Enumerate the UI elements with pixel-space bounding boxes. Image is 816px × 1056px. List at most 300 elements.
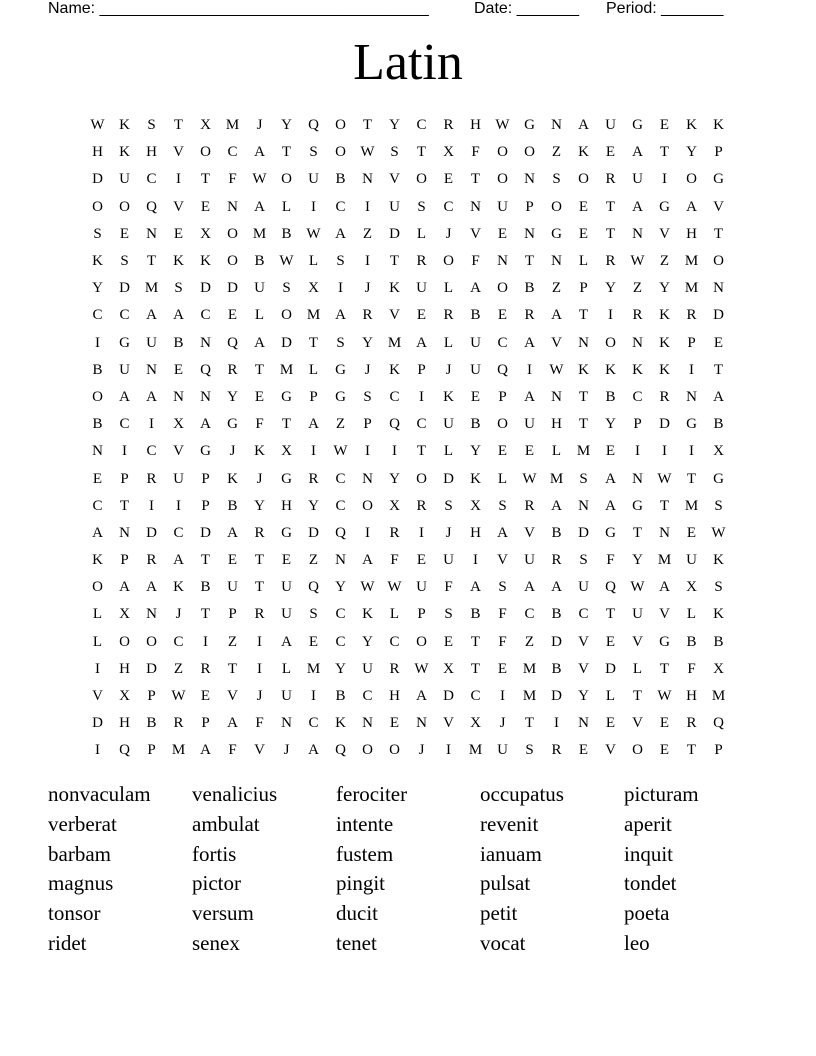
grid-letter: N bbox=[551, 388, 562, 405]
grid-letter: Y bbox=[470, 443, 481, 460]
grid-letter: J bbox=[364, 361, 371, 378]
grid-letter: P bbox=[201, 715, 210, 732]
grid-letter: X bbox=[119, 606, 130, 623]
grid-row bbox=[84, 737, 732, 764]
grid-letter: W bbox=[630, 579, 645, 596]
grid-letter: V bbox=[173, 144, 184, 161]
grid-letter: E bbox=[173, 225, 184, 242]
grid-letter: N bbox=[362, 715, 373, 732]
grid-letter: E bbox=[605, 715, 616, 732]
student-info-header bbox=[48, 0, 768, 20]
grid-letter: A bbox=[551, 497, 562, 514]
grid-letter: J bbox=[499, 715, 506, 732]
grid-letter: Z bbox=[362, 225, 373, 242]
grid-letter: E bbox=[416, 552, 427, 569]
grid-letter: A bbox=[632, 198, 643, 215]
grid-letter: Y bbox=[578, 688, 589, 705]
grid-letter: F bbox=[498, 606, 507, 623]
grid-letter: K bbox=[92, 253, 103, 270]
grid-letter: A bbox=[470, 280, 481, 297]
grid-letter: V bbox=[578, 633, 589, 650]
grid-letter: W bbox=[90, 117, 105, 134]
grid-letter: N bbox=[335, 552, 346, 569]
grid-letter: A bbox=[281, 633, 292, 650]
grid-letter: P bbox=[714, 742, 723, 759]
grid-letter: A bbox=[362, 552, 373, 569]
grid-letter: T bbox=[200, 606, 211, 623]
grid-letter: R bbox=[146, 552, 157, 569]
grid-letter: V bbox=[632, 633, 643, 650]
grid-letter: S bbox=[579, 552, 588, 569]
grid-letter: Q bbox=[497, 361, 508, 378]
grid-letter: S bbox=[147, 117, 156, 134]
grid-letter: O bbox=[605, 334, 616, 351]
grid-letter: T bbox=[578, 388, 589, 405]
grid-letter: R bbox=[416, 253, 427, 270]
grid-letter: Z bbox=[551, 280, 562, 297]
grid-letter: T bbox=[659, 497, 670, 514]
grid-letter: U bbox=[416, 280, 427, 297]
grid-letter: I bbox=[365, 198, 370, 215]
grid-letter: L bbox=[281, 660, 292, 677]
grid-letter: U bbox=[227, 579, 238, 596]
grid-letter: T bbox=[416, 144, 427, 161]
grid-letter: O bbox=[389, 742, 400, 759]
grid-letter: K bbox=[173, 253, 184, 270]
grid-letter: P bbox=[687, 334, 696, 351]
grid-letter: A bbox=[578, 117, 589, 134]
word-bank-item: magnus bbox=[48, 871, 114, 896]
grid-letter: D bbox=[389, 225, 400, 242]
grid-letter: W bbox=[306, 225, 321, 242]
grid-letter: W bbox=[657, 688, 672, 705]
grid-letter: P bbox=[498, 388, 507, 405]
grid-letter: N bbox=[713, 280, 724, 297]
grid-letter: R bbox=[227, 361, 238, 378]
grid-letter: O bbox=[362, 497, 373, 514]
grid-letter: D bbox=[551, 688, 562, 705]
grid-letter: A bbox=[308, 742, 319, 759]
grid-letter: K bbox=[200, 253, 211, 270]
grid-letter: U bbox=[389, 198, 400, 215]
grid-letter: B bbox=[551, 524, 562, 541]
grid-letter: A bbox=[497, 524, 508, 541]
grid-letter: P bbox=[633, 416, 642, 433]
grid-letter: B bbox=[551, 660, 562, 677]
grid-letter: Q bbox=[308, 117, 319, 134]
grid-letter: N bbox=[524, 171, 535, 188]
grid-letter: F bbox=[687, 660, 696, 677]
grid-letter: N bbox=[146, 361, 157, 378]
grid-letter: H bbox=[686, 225, 697, 242]
grid-letter: B bbox=[173, 334, 184, 351]
grid-letter: C bbox=[524, 606, 535, 623]
grid-letter: R bbox=[146, 470, 157, 487]
grid-letter: P bbox=[714, 144, 723, 161]
grid-letter: E bbox=[686, 524, 697, 541]
grid-letter: S bbox=[363, 388, 372, 405]
grid-row bbox=[84, 248, 732, 275]
grid-letter: I bbox=[149, 497, 154, 514]
grid-letter: E bbox=[605, 633, 616, 650]
grid-letter: T bbox=[713, 225, 724, 242]
grid-letter: N bbox=[578, 334, 589, 351]
grid-letter: F bbox=[255, 416, 264, 433]
grid-letter: F bbox=[606, 552, 615, 569]
word-search-grid bbox=[84, 112, 732, 765]
grid-letter: W bbox=[657, 470, 672, 487]
grid-letter: A bbox=[713, 388, 724, 405]
grid-letter: O bbox=[416, 171, 427, 188]
grid-letter: G bbox=[119, 334, 130, 351]
grid-letter: L bbox=[254, 307, 265, 324]
grid-letter: U bbox=[362, 660, 373, 677]
word-bank-item: fustem bbox=[336, 841, 394, 866]
grid-letter: E bbox=[200, 688, 211, 705]
grid-letter: Z bbox=[173, 660, 184, 677]
grid-letter: B bbox=[713, 416, 724, 433]
grid-letter: Q bbox=[119, 742, 130, 759]
grid-letter: O bbox=[281, 307, 292, 324]
grid-letter: O bbox=[686, 171, 697, 188]
page-title: Latin bbox=[353, 34, 463, 91]
grid-letter: Y bbox=[335, 579, 346, 596]
grid-letter: Q bbox=[308, 579, 319, 596]
grid-row bbox=[84, 710, 732, 737]
grid-letter: L bbox=[308, 361, 319, 378]
grid-letter: X bbox=[443, 144, 454, 161]
grid-letter: C bbox=[146, 443, 157, 460]
grid-letter: J bbox=[445, 225, 452, 242]
grid-letter: I bbox=[149, 416, 154, 433]
grid-letter: E bbox=[200, 198, 211, 215]
grid-letter: N bbox=[227, 198, 238, 215]
grid-letter: H bbox=[119, 660, 130, 677]
grid-letter: D bbox=[443, 470, 454, 487]
grid-letter: H bbox=[281, 497, 292, 514]
grid-letter: J bbox=[229, 443, 236, 460]
grid-letter: N bbox=[173, 388, 184, 405]
grid-letter: E bbox=[443, 633, 454, 650]
grid-letter: C bbox=[335, 606, 346, 623]
grid-letter: K bbox=[659, 361, 670, 378]
grid-letter: J bbox=[175, 606, 182, 623]
grid-letter: O bbox=[200, 144, 211, 161]
grid-letter: O bbox=[119, 198, 130, 215]
grid-letter: E bbox=[578, 742, 589, 759]
grid-letter: U bbox=[416, 579, 427, 596]
grid-letter: D bbox=[200, 280, 211, 297]
grid-letter: L bbox=[92, 633, 103, 650]
grid-letter: X bbox=[686, 579, 697, 596]
grid-letter: E bbox=[227, 552, 238, 569]
grid-letter: N bbox=[632, 225, 643, 242]
grid-letter: I bbox=[689, 361, 694, 378]
word-bank-item: barbam bbox=[48, 841, 111, 866]
grid-letter: E bbox=[524, 443, 535, 460]
grid-letter: E bbox=[497, 443, 508, 460]
grid-letter: C bbox=[335, 497, 346, 514]
grid-letter: E bbox=[605, 443, 616, 460]
grid-letter: U bbox=[119, 361, 130, 378]
grid-letter: I bbox=[95, 334, 100, 351]
grid-letter: W bbox=[630, 253, 645, 270]
grid-letter: A bbox=[524, 579, 535, 596]
grid-letter: A bbox=[686, 198, 697, 215]
grid-letter: E bbox=[173, 361, 184, 378]
grid-letter: G bbox=[281, 524, 292, 541]
grid-letter: Q bbox=[335, 524, 346, 541]
grid-letter: O bbox=[713, 253, 724, 270]
grid-letter: S bbox=[120, 253, 129, 270]
grid-row bbox=[84, 275, 732, 302]
grid-letter: X bbox=[200, 117, 211, 134]
grid-letter: K bbox=[605, 361, 616, 378]
grid-letter: P bbox=[147, 742, 156, 759]
grid-letter: B bbox=[713, 633, 724, 650]
grid-letter: Q bbox=[146, 198, 157, 215]
grid-letter: A bbox=[416, 334, 427, 351]
grid-letter: E bbox=[470, 388, 481, 405]
grid-letter: I bbox=[392, 443, 397, 460]
grid-letter: A bbox=[605, 497, 616, 514]
grid-row bbox=[84, 384, 732, 411]
grid-letter: V bbox=[713, 198, 724, 215]
grid-letter: S bbox=[417, 198, 426, 215]
grid-letter: X bbox=[308, 280, 319, 297]
grid-letter: O bbox=[92, 388, 103, 405]
grid-letter: I bbox=[473, 552, 478, 569]
word-bank-item: nonvaculam bbox=[48, 782, 151, 806]
grid-letter: E bbox=[659, 715, 670, 732]
grid-letter: V bbox=[173, 443, 184, 460]
grid-letter: G bbox=[551, 225, 562, 242]
grid-letter: N bbox=[686, 388, 697, 405]
grid-letter: F bbox=[471, 144, 480, 161]
grid-letter: P bbox=[120, 552, 129, 569]
grid-letter: I bbox=[95, 742, 100, 759]
grid-letter: P bbox=[417, 361, 426, 378]
grid-letter: N bbox=[551, 253, 562, 270]
grid-letter: U bbox=[524, 416, 535, 433]
grid-letter: B bbox=[335, 688, 346, 705]
grid-letter: U bbox=[119, 171, 130, 188]
grid-letter: E bbox=[92, 470, 103, 487]
grid-letter: J bbox=[283, 742, 290, 759]
grid-letter: F bbox=[498, 633, 507, 650]
grid-letter: N bbox=[632, 334, 643, 351]
grid-letter: W bbox=[387, 579, 402, 596]
grid-letter: I bbox=[257, 633, 262, 650]
grid-letter: S bbox=[336, 253, 345, 270]
grid-letter: O bbox=[578, 171, 589, 188]
grid-letter: D bbox=[551, 633, 562, 650]
grid-letter: E bbox=[227, 307, 238, 324]
grid-letter: D bbox=[92, 715, 103, 732]
grid-letter: K bbox=[362, 606, 373, 623]
grid-letter: T bbox=[632, 524, 643, 541]
grid-letter: W bbox=[333, 443, 348, 460]
grid-letter: D bbox=[146, 524, 157, 541]
grid-letter: K bbox=[335, 715, 346, 732]
grid-letter: B bbox=[686, 633, 697, 650]
grid-letter: H bbox=[470, 524, 481, 541]
grid-row bbox=[84, 166, 732, 193]
grid-letter: I bbox=[311, 688, 316, 705]
grid-letter: K bbox=[254, 443, 265, 460]
grid-letter: U bbox=[254, 280, 265, 297]
grid-letter: V bbox=[497, 552, 508, 569]
grid-letter: N bbox=[146, 225, 157, 242]
grid-letter: P bbox=[309, 388, 318, 405]
grid-letter: S bbox=[579, 470, 588, 487]
grid-letter: A bbox=[173, 307, 184, 324]
grid-letter: G bbox=[227, 416, 238, 433]
grid-letter: T bbox=[254, 579, 265, 596]
grid-letter: Q bbox=[605, 579, 616, 596]
grid-letter: O bbox=[497, 416, 508, 433]
grid-letter: E bbox=[659, 742, 670, 759]
grid-letter: J bbox=[256, 117, 263, 134]
grid-letter: H bbox=[686, 688, 697, 705]
grid-letter: I bbox=[365, 253, 370, 270]
grid-letter: W bbox=[360, 579, 375, 596]
grid-letter: K bbox=[713, 117, 724, 134]
grid-letter: T bbox=[686, 470, 697, 487]
grid-letter: M bbox=[468, 742, 483, 759]
grid-letter: L bbox=[686, 606, 697, 623]
grid-row bbox=[84, 547, 732, 574]
grid-row bbox=[84, 411, 732, 438]
grid-letter: Q bbox=[389, 416, 400, 433]
grid-letter: T bbox=[470, 633, 481, 650]
grid-letter: Y bbox=[659, 280, 670, 297]
grid-letter: L bbox=[632, 660, 643, 677]
grid-letter: J bbox=[364, 280, 371, 297]
grid-letter: Y bbox=[362, 334, 373, 351]
grid-letter: K bbox=[92, 552, 103, 569]
grid-letter: I bbox=[95, 660, 100, 677]
grid-letter: A bbox=[119, 579, 130, 596]
grid-letter: R bbox=[308, 470, 319, 487]
grid-letter: D bbox=[200, 524, 211, 541]
grid-letter: D bbox=[92, 171, 103, 188]
grid-letter: G bbox=[200, 443, 211, 460]
grid-letter: S bbox=[282, 280, 291, 297]
grid-letter: I bbox=[311, 443, 316, 460]
grid-letter: J bbox=[256, 688, 263, 705]
grid-letter: N bbox=[146, 606, 157, 623]
grid-letter: S bbox=[714, 579, 723, 596]
grid-letter: Y bbox=[254, 497, 265, 514]
grid-letter: G bbox=[686, 416, 697, 433]
grid-letter: N bbox=[578, 715, 589, 732]
grid-letter: E bbox=[578, 225, 589, 242]
grid-letter: N bbox=[362, 171, 373, 188]
grid-row bbox=[84, 601, 732, 628]
grid-letter: T bbox=[470, 660, 481, 677]
grid-letter: L bbox=[281, 198, 292, 215]
grid-letter: X bbox=[173, 416, 184, 433]
grid-letter: O bbox=[551, 198, 562, 215]
grid-letter: A bbox=[254, 198, 265, 215]
grid-letter: C bbox=[173, 633, 184, 650]
grid-letter: I bbox=[203, 633, 208, 650]
grid-letter: T bbox=[470, 171, 481, 188]
grid-letter: S bbox=[309, 144, 318, 161]
grid-letter: R bbox=[632, 307, 643, 324]
grid-letter: I bbox=[257, 660, 262, 677]
grid-letter: T bbox=[416, 443, 427, 460]
word-bank-item: ferociter bbox=[336, 782, 408, 806]
grid-letter: A bbox=[119, 388, 130, 405]
grid-letter: P bbox=[147, 688, 156, 705]
grid-letter: G bbox=[335, 388, 346, 405]
word-bank-item: pulsat bbox=[480, 871, 531, 896]
grid-letter: G bbox=[605, 524, 616, 541]
grid-letter: Z bbox=[551, 144, 562, 161]
grid-letter: Z bbox=[524, 633, 535, 650]
grid-letter: Y bbox=[308, 497, 319, 514]
grid-letter: A bbox=[524, 388, 535, 405]
grid-letter: O bbox=[416, 633, 427, 650]
grid-letter: O bbox=[92, 579, 103, 596]
grid-letter: G bbox=[281, 388, 292, 405]
grid-letter: T bbox=[227, 660, 238, 677]
grid-letter: A bbox=[200, 416, 211, 433]
grid-row bbox=[84, 493, 732, 520]
grid-letter: N bbox=[497, 253, 508, 270]
date-field: Date: _______ bbox=[474, 0, 579, 17]
grid-row bbox=[84, 302, 732, 329]
grid-letter: B bbox=[605, 388, 616, 405]
grid-letter: V bbox=[659, 225, 670, 242]
grid-letter: A bbox=[92, 524, 103, 541]
grid-letter: N bbox=[416, 715, 427, 732]
grid-letter: A bbox=[335, 307, 346, 324]
grid-letter: I bbox=[419, 388, 424, 405]
grid-letter: V bbox=[605, 742, 616, 759]
grid-letter: A bbox=[227, 524, 238, 541]
grid-letter: G bbox=[632, 497, 643, 514]
grid-letter: O bbox=[416, 470, 427, 487]
grid-letter: A bbox=[227, 715, 238, 732]
grid-letter: A bbox=[551, 307, 562, 324]
grid-letter: N bbox=[200, 334, 211, 351]
grid-row bbox=[84, 221, 732, 248]
grid-letter: K bbox=[632, 361, 643, 378]
grid-letter: U bbox=[443, 416, 454, 433]
grid-letter: T bbox=[146, 253, 157, 270]
grid-letter: P bbox=[201, 470, 210, 487]
grid-letter: U bbox=[443, 552, 454, 569]
grid-letter: R bbox=[254, 524, 265, 541]
grid-letter: C bbox=[416, 117, 427, 134]
grid-letter: I bbox=[662, 443, 667, 460]
grid-row bbox=[84, 520, 732, 547]
grid-letter: P bbox=[363, 416, 372, 433]
grid-letter: M bbox=[522, 688, 537, 705]
grid-letter: C bbox=[335, 198, 346, 215]
grid-letter: F bbox=[471, 253, 480, 270]
grid-letter: U bbox=[470, 361, 481, 378]
grid-letter: R bbox=[524, 307, 535, 324]
grid-letter: T bbox=[254, 552, 265, 569]
grid-letter: T bbox=[200, 171, 211, 188]
grid-letter: T bbox=[254, 361, 265, 378]
grid-letter: T bbox=[578, 416, 589, 433]
grid-letter: E bbox=[605, 144, 616, 161]
